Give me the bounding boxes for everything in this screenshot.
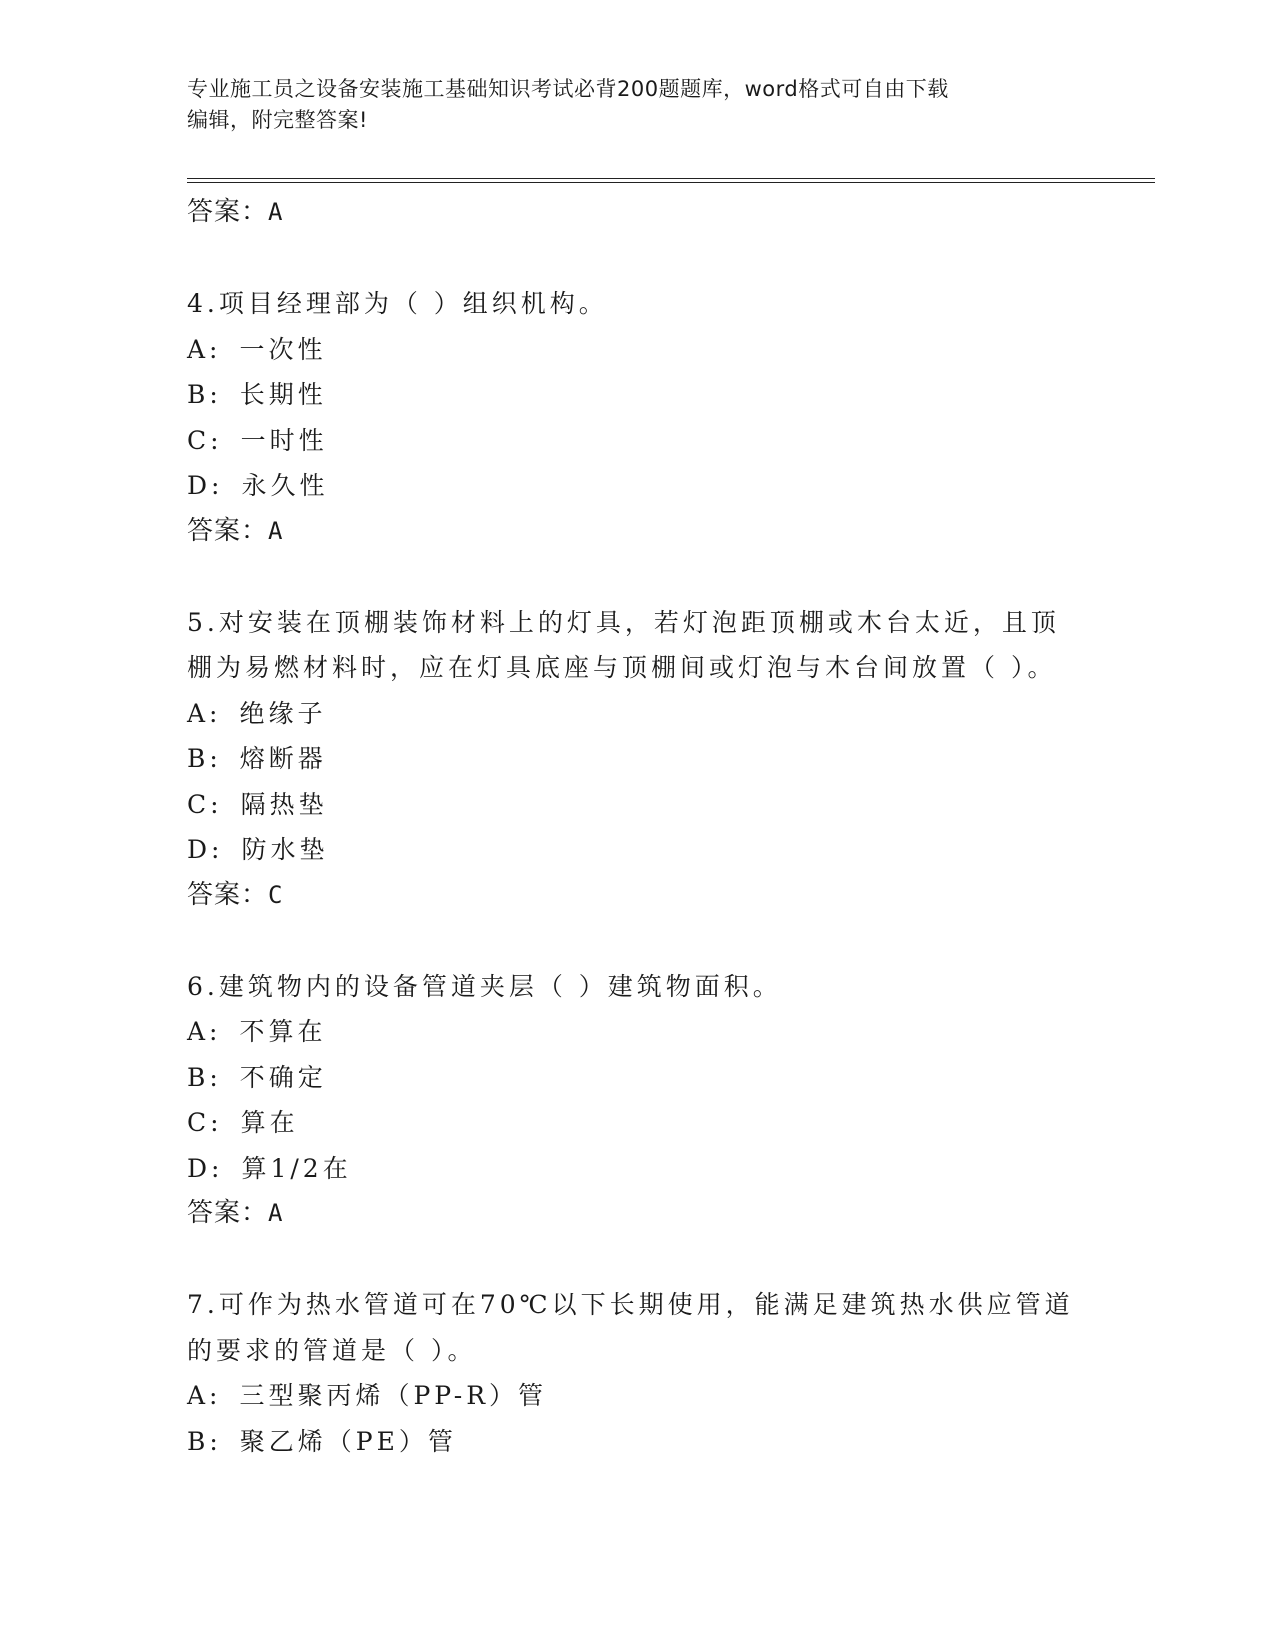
option-text: 熔断器 (239, 744, 327, 773)
option-key: B: (187, 744, 222, 773)
option-key: C: (187, 425, 223, 455)
spacer (187, 236, 1087, 282)
answer-line (187, 1191, 1087, 1237)
option-row (187, 327, 1087, 373)
answer-label: 答案： (187, 1198, 269, 1228)
option-key: B: (187, 380, 222, 409)
spacer (187, 1237, 1087, 1283)
question-text: 7.可作为热水管道可在70℃以下长期使用，能满足建筑热水供应管道 (187, 1290, 1074, 1319)
question-text: 4.项目经理部为（ ）组织机构。 (187, 289, 608, 318)
answer-line (187, 873, 1087, 919)
answer-value: A (268, 198, 284, 226)
option-text: 一时性 (240, 425, 328, 455)
answer-label: 答案： (187, 197, 269, 227)
question-block (187, 964, 1087, 1283)
option-row (187, 1146, 1087, 1192)
question-list (187, 190, 1087, 1464)
header-divider (187, 178, 1155, 183)
question-text: 5.对安装在顶棚装饰材料上的灯具，若灯泡距顶棚或木台太近，且顶 (187, 607, 1060, 637)
option-row (187, 1100, 1087, 1146)
option-row (187, 1419, 1087, 1465)
option-row (187, 782, 1087, 828)
option-row (187, 827, 1087, 873)
question-text: 棚为易燃材料时，应在灯具底座与顶棚间或灯泡与木台间放置（ ）。 (187, 653, 1057, 682)
answer-value: C (268, 880, 284, 909)
question-text: 6.建筑物内的设备管道夹层（ ）建筑物面积。 (187, 971, 782, 1001)
option-row (187, 691, 1087, 737)
question-block (187, 600, 1087, 964)
header-title-line-1: 专业施工员之设备安装施工基础知识考试必背200题题库，word格式可自由下载 (187, 77, 949, 101)
option-row (187, 372, 1087, 418)
answer-line (187, 509, 1087, 555)
option-key: A: (187, 698, 222, 728)
option-text: 聚乙烯（PE）管 (239, 1426, 457, 1456)
option-text: 防水垫 (241, 835, 329, 864)
question-block (187, 1282, 1087, 1464)
option-key: D: (187, 471, 224, 500)
option-row (187, 736, 1087, 782)
spacer (187, 554, 1087, 600)
option-key: B: (187, 1426, 222, 1456)
option-key: C: (187, 789, 223, 819)
option-text: 不算在 (239, 1017, 327, 1046)
spacer (187, 918, 1087, 964)
option-text: 永久性 (241, 471, 329, 500)
question-block (187, 281, 1087, 600)
option-key: A: (187, 334, 222, 364)
document-header (187, 74, 1067, 136)
option-text: 隔热垫 (240, 789, 328, 819)
option-key: C: (187, 1108, 223, 1137)
option-text: 不确定 (239, 1062, 327, 1092)
option-key: A: (187, 1017, 222, 1046)
option-row (187, 1373, 1087, 1419)
option-key: D: (187, 835, 224, 864)
option-key: B: (187, 1062, 222, 1092)
option-row (187, 1009, 1087, 1055)
answer-line (187, 190, 1087, 236)
question-text: 的要求的管道是（ ）。 (187, 1335, 477, 1365)
answer-value: A (268, 1199, 284, 1227)
option-text: 算1/2在 (241, 1153, 352, 1183)
option-row (187, 418, 1087, 464)
option-text: 绝缘子 (239, 698, 327, 728)
answer-label: 答案： (187, 515, 269, 546)
option-row (187, 1055, 1087, 1101)
answer-value: A (268, 516, 284, 545)
questions-container (187, 281, 1087, 1464)
option-key: A: (187, 1381, 222, 1410)
option-text: 长期性 (239, 380, 327, 409)
option-text: 算在 (240, 1108, 299, 1137)
header-title-line-2: 编辑，附完整答案! (187, 108, 368, 132)
answer-label: 答案： (187, 879, 269, 910)
option-text: 三型聚丙烯（PP-R）管 (239, 1381, 548, 1410)
option-text: 一次性 (239, 334, 327, 364)
option-row (187, 463, 1087, 509)
option-key: D: (187, 1153, 224, 1183)
